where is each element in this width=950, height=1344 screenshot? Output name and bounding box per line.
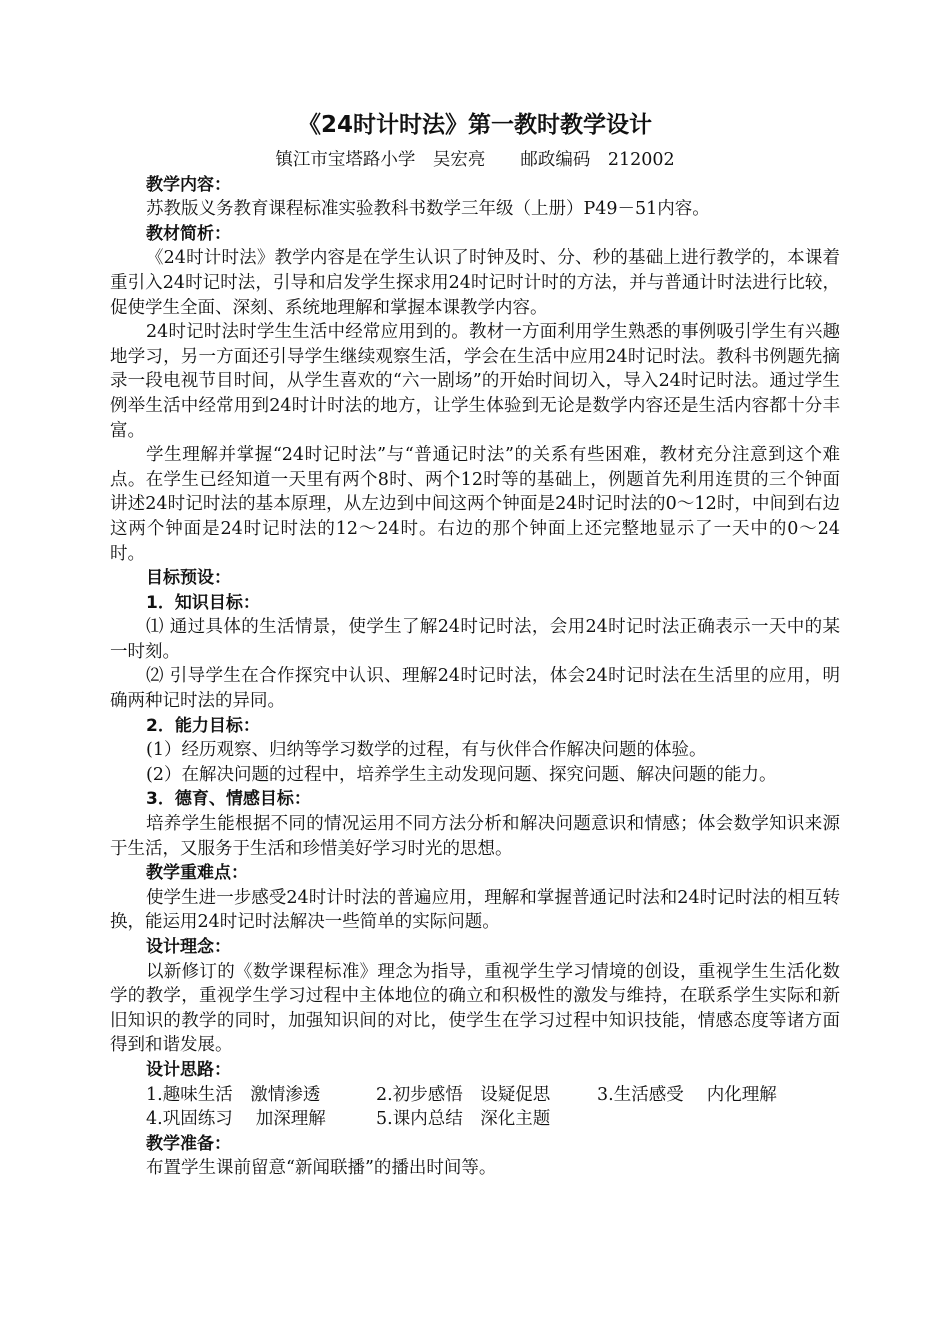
design-ideas-list <box>110 1083 840 1132</box>
section-heading-analysis: 教材简析： <box>146 223 231 244</box>
analysis-paragraph-3: 学生理解并掌握“24时记时法”与“普通记时法”的关系有些困难，教材充分注意到这个难点。在学生已经知道一天里有两个8时、两个12时等的基础上，例题首先利用连贯的三个钟面讲述24时记时法的基本原理，从左边到中间这两个钟面是24时记时法的0～12时，中间到右边这两个钟面是24时记时法的12～24时。右边的那个钟面上还完整地显示了一天中的0～24时。 <box>110 445 840 564</box>
document-title: 《24时计时法》第一教时教学设计 <box>297 112 652 138</box>
moral-goals-heading: 3．德育、情感目标： <box>146 789 311 810</box>
section-heading-content: 教学内容： <box>146 174 231 195</box>
prep-text: 布置学生课前留意“新闻联播”的播出时间等。 <box>146 1158 497 1179</box>
design-idea-item: 5.课内总结 深化主题 <box>376 1109 551 1130</box>
analysis-paragraph-1: 《24时计时法》教学内容是在学生认识了时钟及时、分、秒的基础上进行教学的，本课着重引入24时记时法，引导和启发学生探求用24时记时计时的方法，并与普通计时法进行比较，促使学生全面、深刻、系统地理解和掌握本课教学内容。 <box>110 248 840 318</box>
knowledge-goals-heading: 1．知识目标： <box>146 592 260 613</box>
section-heading-goals: 目标预设： <box>146 568 231 589</box>
section-heading-key-points: 教学重难点： <box>146 863 248 884</box>
design-idea-item: 2.初步感悟 设疑促思 <box>376 1084 551 1105</box>
ability-goal-1: (1）经历观察、归纳等学习数学的过程，有与伙伴合作解决问题的体验。 <box>146 740 707 761</box>
design-idea-item: 3.生活感受 内化理解 <box>597 1084 777 1105</box>
analysis-paragraph-2: 24时记时法时学生生活中经常应用到的。教材一方面利用学生熟悉的事例吸引学生有兴趣地学习，另一方面还引导学生继续观察生活，学会在生活中应用24时记时法。教科书例题先摘录一段电视节目时间，从学生喜欢的“六一剧场”的开始时间切入，导入24时记时法。通过学生例举生活中经常用到24时计时法的地方，让学生体验到无论是数学内容还是生活内容都十分丰富。 <box>110 322 840 441</box>
content-text: 苏教版义务教育课程标准实验教科书数学三年级（上册）P49－51内容。 <box>146 199 710 220</box>
concept-text: 以新修订的《数学课程标准》理念为指导，重视学生学习情境的创设，重视学生生活化数学的教学，重视学生学习过程中主体地位的确立和积极性的激发与维持，在联系学生实际和新旧知识的教学的同时，加强知识间的对比，使学生在学习过程中知识技能，情感态度等诸方面得到和谐发展。 <box>110 961 840 1056</box>
design-idea-item: 4.巩固练习 加深理解 <box>146 1109 326 1130</box>
key-points-text: 使学生进一步感受24时计时法的普遍应用，理解和掌握普通记时法和24时记时法的相互转换，能运用24时记时法解决一些简单的实际问题。 <box>110 887 840 933</box>
ability-goal-2: (2）在解决问题的过程中，培养学生主动发现问题、探究问题、解决问题的能力。 <box>146 764 777 785</box>
knowledge-goal-1: ⑴ 通过具体的生活情景，使学生了解24时记时法，会用24时记时法正确表示一天中的某一时刻。 <box>110 617 840 662</box>
document-page <box>110 108 840 1181</box>
section-heading-concept: 设计理念： <box>146 937 231 957</box>
design-idea-item: 1.趣味生活 激情渗透 <box>146 1084 321 1105</box>
section-heading-ideas: 设计思路： <box>146 1059 231 1080</box>
ability-goals-heading: 2．能力目标： <box>146 715 260 736</box>
knowledge-goal-2: ⑵ 引导学生在合作探究中认识、理解24时记时法，体会24时记时法在生活里的应用，明确两种记时法的异同。 <box>110 666 840 712</box>
section-heading-prep: 教学准备： <box>146 1133 231 1154</box>
moral-goal-1: 培养学生能根据不同的情况运用不同方法分析和解决问题意识和情感；体会数学知识来源于生活，又服务于生活和珍惜美好学习时光的思想。 <box>110 814 840 859</box>
author-byline: 镇江市宝塔路小学 吴宏亮 邮政编码 212002 <box>275 150 675 170</box>
